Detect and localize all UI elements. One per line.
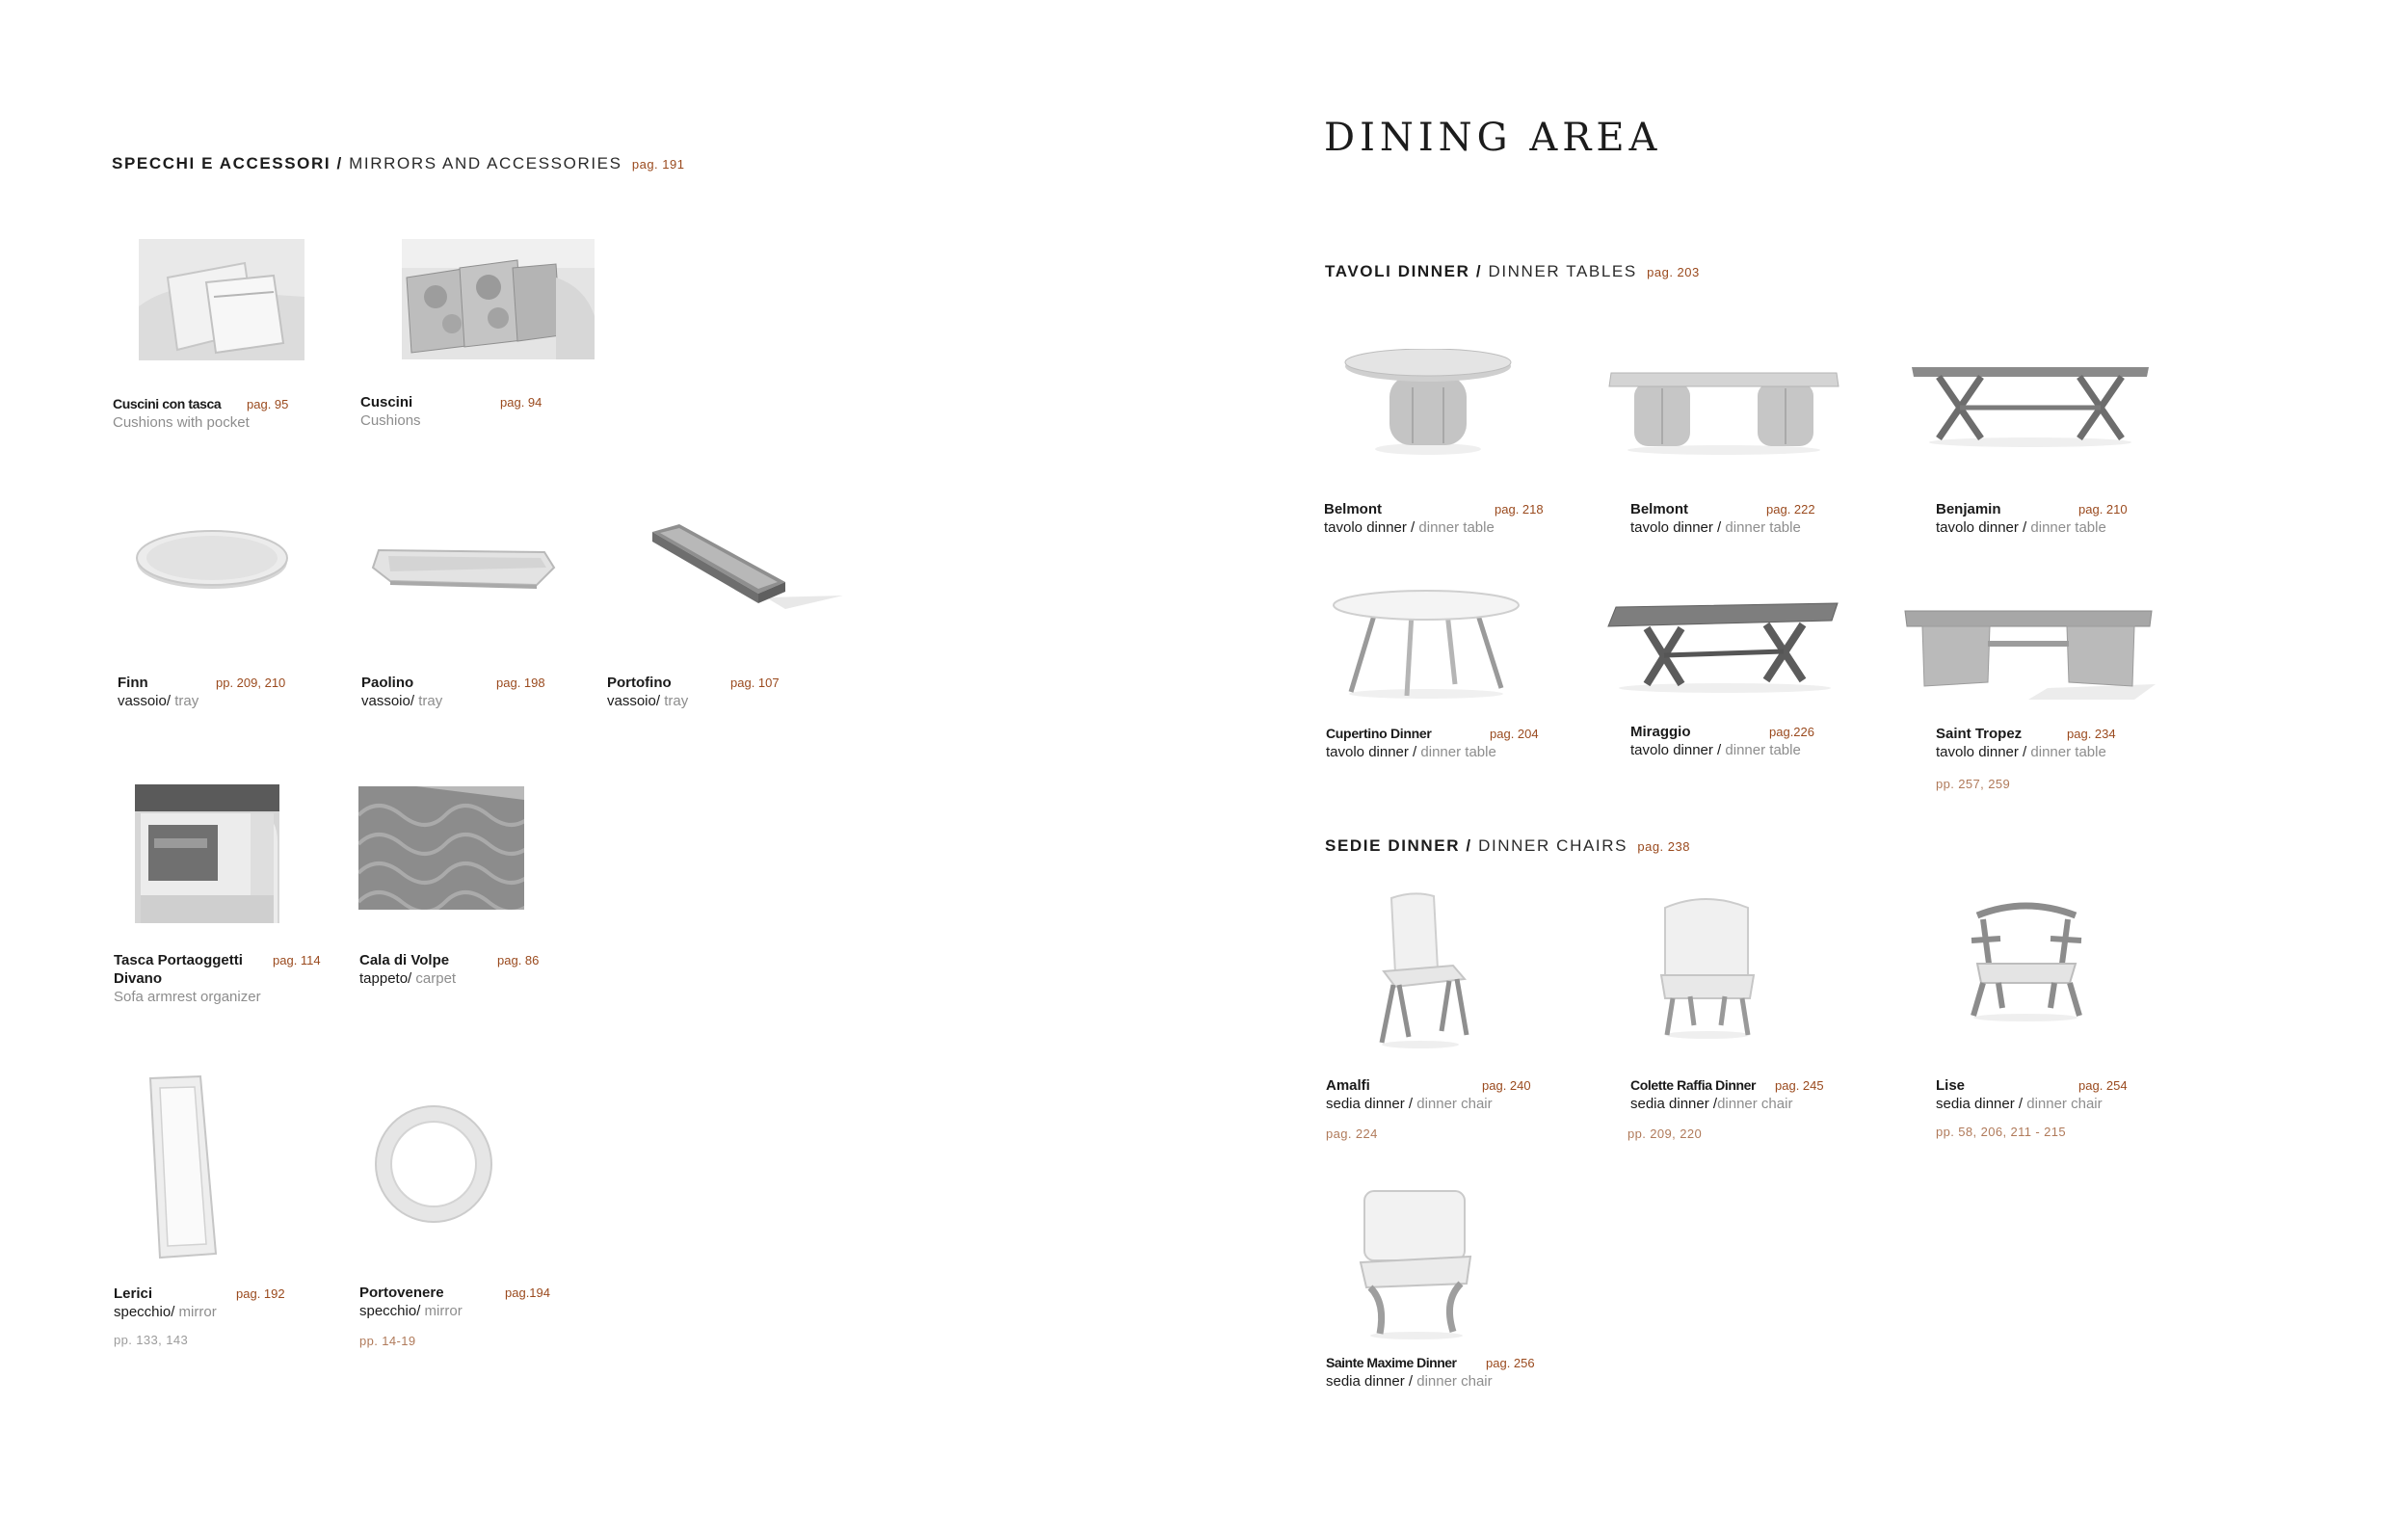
item-desc-it: tavolo dinner /	[1936, 519, 2027, 536]
item-desc-en: mirror	[178, 1304, 217, 1320]
item-description	[607, 692, 688, 710]
item-desc-en: dinner table	[1725, 742, 1801, 758]
item-description	[1936, 743, 2106, 761]
item-name: Amalfi	[1326, 1077, 1370, 1094]
item-desc-it: tavolo dinner /	[1630, 519, 1722, 536]
item-name: Portofino	[607, 675, 672, 691]
item-desc-it: vassoio/	[361, 693, 415, 709]
item-name: Miraggio	[1630, 724, 1691, 740]
item-name: Lerici	[114, 1285, 153, 1302]
item-page-ref: pag. 198	[496, 676, 545, 690]
miraggio-table-image	[1604, 599, 1845, 694]
item-page-ref: pag. 95	[247, 397, 289, 411]
item-desc-en: tray	[664, 693, 689, 709]
item-page-ref: pag. 240	[1482, 1078, 1531, 1093]
section-page-ref: pag. 238	[1637, 839, 1690, 854]
item-page-ref: pag. 234	[2067, 727, 2116, 741]
item-extra-pages: pag. 224	[1326, 1126, 1378, 1141]
item-description: Cushions with pocket	[113, 414, 250, 431]
item-desc-it: vassoio/	[607, 693, 661, 709]
lerici-mirror-image	[146, 1074, 219, 1259]
item-name: Cala di Volpe	[359, 952, 450, 968]
item-page-ref: pag. 114	[273, 953, 321, 967]
item-description	[1936, 1095, 2103, 1113]
item-name: Belmont	[1630, 501, 1688, 517]
item-desc-en: dinner chair	[1717, 1096, 1793, 1112]
item-name: Belmont	[1324, 501, 1382, 517]
item-name: Cuscini con tasca	[113, 396, 222, 411]
item-extra-pages: pp. 14-19	[359, 1334, 416, 1348]
item-desc-it: tappeto/	[359, 970, 412, 987]
item-name-line2: Divano	[114, 970, 163, 987]
item-desc-it: sedia dinner /	[1630, 1096, 1718, 1112]
item-name: Finn	[118, 675, 148, 691]
cushions-with-pocket-image	[139, 239, 304, 360]
cushions-image	[402, 239, 595, 359]
item-desc-en: dinner chair	[1416, 1096, 1493, 1112]
item-name: Paolino	[361, 675, 414, 691]
item-page-ref: pp. 209, 210	[216, 676, 286, 690]
item-name: Benjamin	[1936, 501, 2001, 517]
item-desc-it: sedia dinner /	[1326, 1096, 1414, 1112]
item-extra-pages: pp. 257, 259	[1936, 777, 2011, 791]
item-description	[1630, 1095, 1792, 1113]
item-extra-pages: pp. 133, 143	[114, 1333, 189, 1347]
section-title-chairs	[1325, 836, 1690, 856]
finn-tray-image	[135, 525, 291, 593]
portovenere-mirror-image	[370, 1100, 497, 1228]
sofa-organizer-image	[135, 784, 279, 923]
item-desc-it: tavolo dinner /	[1630, 742, 1722, 758]
item-page-ref: pag. 210	[2078, 502, 2128, 517]
item-desc-it: vassoio/	[118, 693, 172, 709]
sainte-maxime-chair-image	[1357, 1187, 1476, 1339]
item-desc-en: tray	[418, 693, 443, 709]
item-name: Lise	[1936, 1077, 1966, 1094]
item-name: Colette Raffia Dinner	[1630, 1077, 1757, 1093]
item-desc-en: dinner table	[2030, 519, 2106, 536]
item-desc-en: dinner table	[2030, 744, 2106, 760]
item-page-ref: pag. 107	[730, 676, 780, 690]
amalfi-chair-image	[1370, 890, 1472, 1049]
item-name: Cuscini	[360, 394, 413, 411]
item-page-ref: pag. 222	[1766, 502, 1815, 517]
saint-tropez-table-image	[1903, 605, 2156, 702]
portofino-tray-image	[650, 520, 843, 612]
item-desc-en: tray	[174, 693, 199, 709]
item-description	[1326, 1372, 1493, 1391]
item-desc-it: specchio/	[114, 1304, 175, 1320]
item-name: Cupertino Dinner	[1326, 726, 1432, 741]
item-desc-en: dinner table	[1420, 744, 1496, 760]
item-page-ref: pag. 94	[500, 395, 542, 410]
item-description	[1326, 1095, 1493, 1113]
item-description	[118, 692, 198, 710]
item-desc-it: specchio/	[359, 1303, 421, 1319]
page-title: DINING AREA	[1324, 116, 1662, 160]
section-page-ref: pag. 203	[1647, 265, 1700, 279]
item-extra-pages: pp. 209, 220	[1627, 1126, 1703, 1141]
colette-chair-image	[1652, 894, 1763, 1039]
belmont-round-table-image	[1341, 349, 1515, 457]
item-description	[1630, 741, 1801, 759]
lise-chair-image	[1962, 896, 2089, 1021]
item-page-ref: pag. 86	[497, 953, 540, 967]
item-description: Sofa armrest organizer	[114, 989, 261, 1005]
item-description	[361, 692, 442, 710]
item-name: Portovenere	[359, 1285, 444, 1301]
benjamin-table-image	[1910, 361, 2151, 448]
item-desc-it: tavolo dinner /	[1936, 744, 2027, 760]
item-desc-en: dinner chair	[1416, 1373, 1493, 1390]
item-page-ref: pag. 254	[2078, 1078, 2128, 1093]
item-desc-en: dinner chair	[2026, 1096, 2103, 1112]
section-title-en: DINNER TABLES	[1488, 262, 1637, 280]
carpet-image	[358, 786, 524, 910]
item-extra-pages: pp. 58, 206, 211 - 215	[1936, 1125, 2067, 1139]
item-desc-en: dinner table	[1418, 519, 1495, 536]
item-description	[114, 1303, 217, 1321]
item-name: Sainte Maxime Dinner	[1326, 1355, 1457, 1370]
item-desc-en: carpet	[415, 970, 457, 987]
paolino-tray-image	[371, 543, 559, 591]
section-title-mirrors	[112, 154, 684, 173]
item-description	[359, 1302, 463, 1320]
item-desc-it: sedia dinner /	[1326, 1373, 1414, 1390]
section-title-en: MIRRORS AND ACCESSORIES	[349, 154, 622, 172]
item-page-ref: pag. 218	[1495, 502, 1544, 517]
section-page-ref: pag. 191	[631, 157, 685, 172]
item-description	[1630, 518, 1801, 537]
item-desc-it: sedia dinner /	[1936, 1096, 2024, 1112]
item-page-ref: pag. 192	[236, 1286, 285, 1301]
item-description	[359, 969, 456, 988]
item-page-ref: pag.226	[1769, 725, 1814, 739]
section-title-it: SPECCHI E ACCESSORI /	[112, 154, 343, 172]
cupertino-table-image	[1330, 588, 1522, 702]
section-title-it: SEDIE DINNER /	[1325, 836, 1472, 855]
section-title-it: TAVOLI DINNER /	[1325, 262, 1483, 280]
belmont-rect-table-image	[1607, 369, 1840, 456]
item-name: Saint Tropez	[1936, 726, 2023, 742]
item-description	[1324, 518, 1495, 537]
item-page-ref: pag. 245	[1775, 1078, 1824, 1093]
item-description	[1936, 518, 2106, 537]
item-page-ref: pag. 204	[1490, 727, 1539, 741]
item-desc-it: tavolo dinner /	[1326, 744, 1417, 760]
section-title-tables	[1325, 262, 1700, 281]
item-description: Cushions	[360, 412, 421, 429]
item-page-ref: pag. 256	[1486, 1356, 1535, 1370]
item-description	[1326, 743, 1496, 761]
section-title-en: DINNER CHAIRS	[1478, 836, 1628, 855]
item-desc-en: dinner table	[1725, 519, 1801, 536]
item-desc-it: tavolo dinner /	[1324, 519, 1416, 536]
item-name: Tasca Portaoggetti	[114, 952, 243, 968]
item-page-ref: pag.194	[505, 1285, 550, 1300]
item-desc-en: mirror	[424, 1303, 463, 1319]
